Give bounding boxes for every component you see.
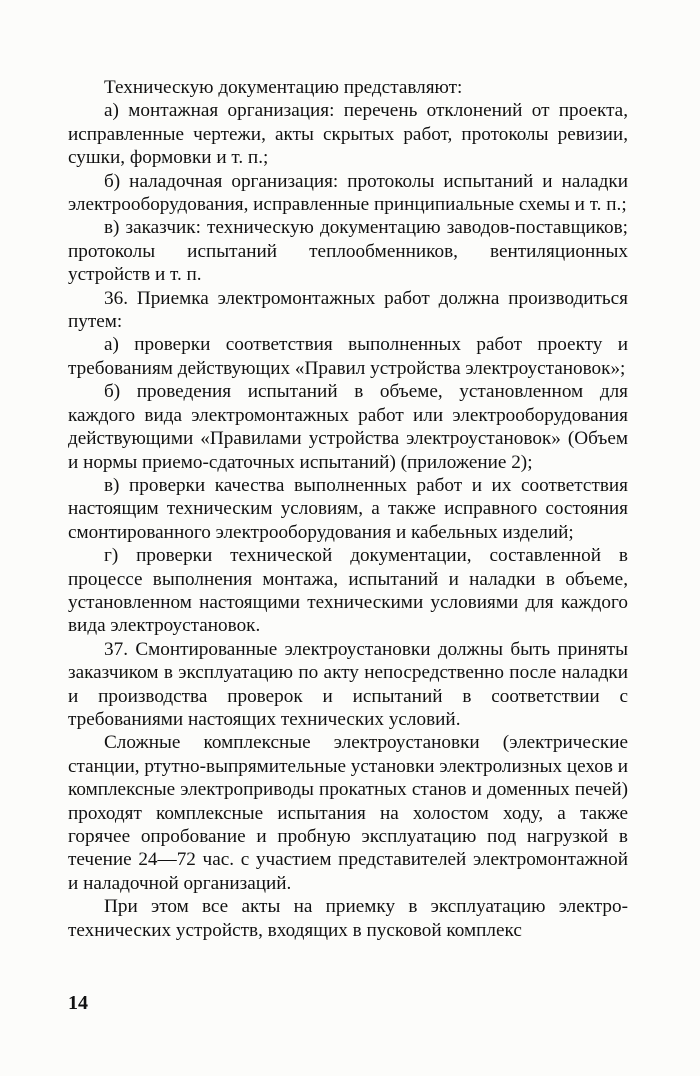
paragraph-clause-36-b: б) проведения испытаний в объеме, установленном для каждого вида электромонтажных работ или электрооборудования действующими «Правилами устройства электроустановок» (Объем и нормы приемо-сдаточных испытаний) (приложение 2); xyxy=(68,381,628,473)
paragraph-clause-36-a: а) проверки соответствия выполненных работ проекту и требованиям действующих «Правил устройства электроустановок»; xyxy=(68,334,628,379)
paragraph-acceptance-acts: При этом все акты на приемку в эксплуатацию электротехнических устройств, входящих в пусковой комплекс xyxy=(68,896,628,941)
paragraph-clause-36-v: в) проверки качества выполненных работ и их соответствия настоящим техническим условиям, а также исправного состояния смонтированного электрооборудования и кабельных изделий; xyxy=(68,474,628,543)
paragraph-complex-installations: Сложные комплексные электроустановки (электрические станции, ртутно-выпрямительные установки электролизных цехов и комплексные электроприводы прокатных станов и доменных печей) проходят комплексные испытания на холостом ходу, а также горячее опробование и пробную эксплуатацию под нагрузкой в течение 24—72 час. с участием представителей электромонтажной и наладочной организаций. xyxy=(68,732,629,894)
paragraph-item-b-commissioning: б) наладочная организация: протоколы испытаний и наладки электрооборудования, исправленные принципиальные схемы и т. п.; xyxy=(68,170,628,216)
page-body-text xyxy=(68,76,628,942)
paragraph-intro: Техническую документацию представляют: xyxy=(104,77,463,98)
paragraph-clause-37: 37. Смонтированные электроустановки должны быть приняты заказчиком в эксплуатацию по акту непосредственно после наладки и производства проверок и испытаний в соответствии с требованиями настоящих технических условий. xyxy=(68,638,628,730)
paragraph-clause-36-g: г) проверки технической документации, составленной в процессе выполнения монтажа, испытаний и наладки в объеме, установленном настоящими техническими условиями для каждого вида электроустановок. xyxy=(68,545,628,637)
paragraph-item-v-customer: в) заказчик: техническую документацию заводов-поставщиков; протоколы испытаний теплообменников, вентиляционных устройств и т. п. xyxy=(68,217,628,286)
paragraph-clause-36: 36. Приемка электромонтажных работ должна производиться путем: xyxy=(68,287,628,333)
paragraph-item-a-installer: а) монтажная организация: перечень отклонений от проекта, исправленные чертежи, акты скрытых работ, протоколы ревизии, сушки, формовки и т. п.; xyxy=(68,100,628,169)
page-number: 14 xyxy=(68,992,88,1014)
